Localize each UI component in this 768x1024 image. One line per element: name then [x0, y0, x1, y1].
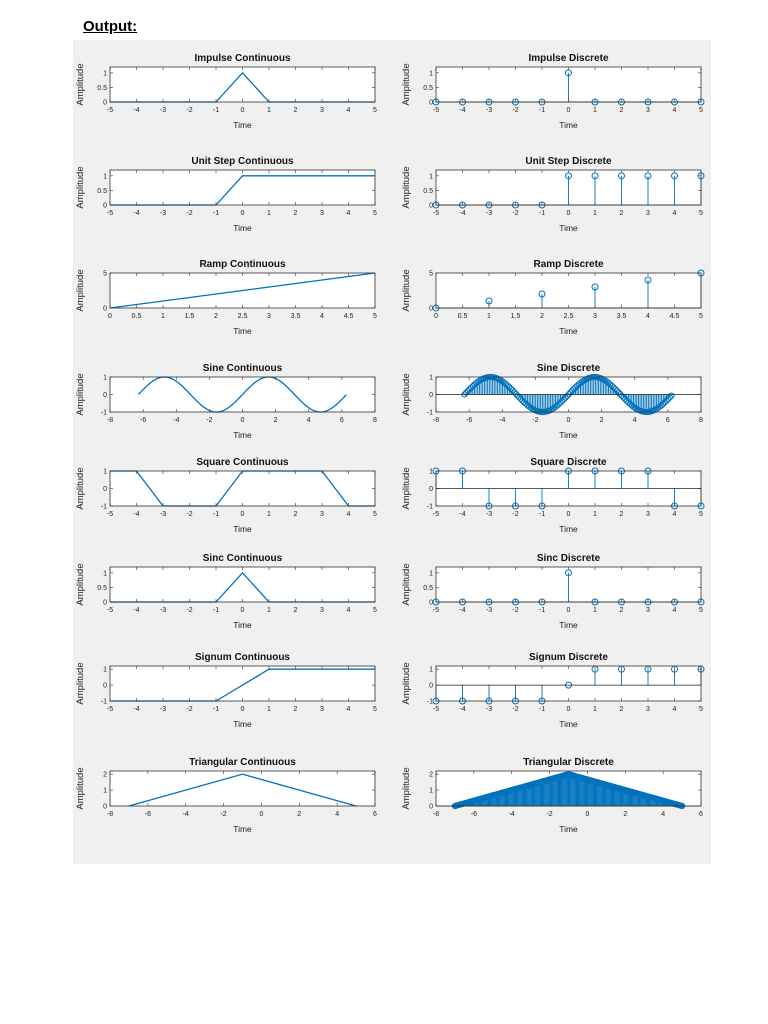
x-tick-label: -1 — [538, 706, 546, 713]
x-tick-label: -1 — [538, 607, 546, 614]
y-axis-label: Amplitude — [401, 269, 412, 312]
x-tick-label: -2 — [186, 210, 193, 217]
x-tick-label: -3 — [485, 607, 493, 614]
x-tick-label: 3 — [267, 313, 271, 320]
x-axis-label: Time — [559, 620, 578, 630]
x-tick-label: 1 — [487, 313, 491, 320]
x-tick-label: 4 — [320, 313, 324, 320]
y-tick-label: 1 — [103, 173, 107, 181]
unit-step-discrete — [401, 156, 704, 233]
x-axis-label: Time — [559, 719, 578, 729]
x-tick-label: 0 — [259, 811, 264, 818]
x-tick-label: -2 — [186, 107, 193, 114]
x-tick-label: 2 — [293, 107, 298, 114]
chart-title: Ramp Continuous — [199, 259, 286, 270]
x-tick-label: 0 — [240, 417, 245, 424]
x-tick-label: -4 — [133, 210, 140, 217]
x-tick-label: 0 — [434, 313, 438, 320]
x-tick-label: 1 — [267, 511, 271, 518]
x-tick-label: -6 — [144, 811, 151, 818]
x-tick-label: 2.5 — [563, 313, 574, 320]
impulse-continuous — [75, 53, 377, 130]
y-tick-label: 1 — [103, 374, 107, 382]
x-tick-label: 3 — [646, 706, 650, 713]
y-tick-label: 0.5 — [97, 84, 107, 92]
y-axis-label: Amplitude — [75, 563, 86, 606]
y-tick-label: 0.5 — [423, 84, 433, 92]
x-tick-label: 4 — [672, 706, 677, 713]
x-tick-label: 0 — [240, 210, 245, 217]
x-tick-label: 1 — [267, 607, 271, 614]
x-tick-label: 6 — [665, 417, 670, 424]
x-tick-label: 0 — [240, 107, 245, 114]
x-tick-label: -2 — [546, 811, 553, 818]
x-tick-label: -5 — [106, 607, 114, 614]
x-tick-label: 4 — [346, 511, 351, 518]
y-tick-label: 0.5 — [97, 187, 107, 195]
x-tick-label: 1 — [593, 706, 597, 713]
x-tick-label: -4 — [459, 706, 466, 713]
x-tick-label: 1 — [267, 706, 271, 713]
x-tick-label: -4 — [133, 107, 140, 114]
x-tick-label: -2 — [186, 607, 193, 614]
y-tick-label: 1 — [429, 787, 433, 795]
x-tick-label: 4 — [632, 417, 637, 424]
x-tick-label: -1 — [538, 107, 546, 114]
x-tick-label: -3 — [485, 107, 493, 114]
x-tick-label: 4 — [335, 811, 340, 818]
x-tick-label: -6 — [470, 811, 477, 818]
y-tick-label: -1 — [100, 503, 107, 511]
x-tick-label: -5 — [106, 107, 114, 114]
figure-canvas — [73, 40, 711, 864]
x-tick-label: -6 — [466, 417, 473, 424]
x-tick-label: 4 — [672, 107, 677, 114]
x-tick-label: 4 — [346, 210, 351, 217]
x-tick-label: 5 — [699, 511, 703, 518]
x-tick-label: -2 — [512, 107, 519, 114]
ramp-discrete — [401, 259, 704, 336]
x-tick-label: -1 — [212, 607, 220, 614]
x-tick-label: 2 — [293, 511, 298, 518]
x-axis-label: Time — [559, 824, 578, 834]
x-tick-label: 5 — [373, 107, 377, 114]
x-tick-label: 3.5 — [616, 313, 627, 320]
x-tick-label: 1.5 — [510, 313, 521, 320]
page-heading: Output: — [83, 18, 138, 35]
x-tick-label: 1 — [267, 210, 271, 217]
x-tick-label: 3 — [320, 511, 324, 518]
x-tick-label: -5 — [106, 511, 114, 518]
y-tick-label: 0 — [429, 803, 433, 811]
y-tick-label: -1 — [426, 409, 433, 417]
x-tick-label: 0 — [566, 511, 571, 518]
x-tick-label: 2 — [214, 313, 218, 320]
x-tick-label: 5 — [373, 607, 377, 614]
figure-panel — [73, 40, 711, 864]
x-tick-label: 8 — [699, 417, 703, 424]
x-tick-label: -4 — [508, 811, 515, 818]
x-tick-label: 5 — [373, 210, 377, 217]
x-tick-label: -3 — [159, 706, 167, 713]
x-tick-label: 4.5 — [669, 313, 680, 320]
x-tick-label: 1 — [593, 210, 597, 217]
x-tick-label: 0.5 — [131, 313, 142, 320]
x-tick-label: 0 — [240, 511, 245, 518]
x-tick-label: 2 — [293, 607, 298, 614]
y-tick-label: 1 — [429, 374, 433, 382]
y-tick-label: -1 — [100, 409, 107, 417]
x-axis-label: Time — [233, 524, 252, 534]
x-tick-label: 3 — [593, 313, 597, 320]
x-tick-label: 2 — [293, 210, 298, 217]
sine-discrete — [401, 363, 703, 440]
x-tick-label: -8 — [432, 417, 440, 424]
y-tick-label: 2 — [429, 771, 433, 779]
x-tick-label: 5 — [699, 607, 703, 614]
triangular-continuous — [75, 757, 377, 834]
y-axis-label: Amplitude — [401, 63, 412, 106]
x-tick-label: -2 — [206, 417, 213, 424]
x-tick-label: -4 — [182, 811, 189, 818]
y-tick-label: 0.5 — [423, 584, 433, 592]
y-tick-label: 0 — [429, 392, 433, 399]
x-tick-label: 1 — [593, 107, 597, 114]
x-tick-label: 2 — [297, 811, 302, 818]
x-axis-label: Time — [233, 430, 252, 440]
x-tick-label: 3 — [646, 511, 650, 518]
x-tick-label: -5 — [432, 706, 440, 713]
sinc-continuous — [75, 553, 377, 630]
square-discrete — [401, 457, 704, 534]
x-tick-label: -2 — [512, 511, 519, 518]
x-tick-label: 3.5 — [290, 313, 301, 320]
chart-title: Sine Discrete — [536, 363, 601, 374]
x-tick-label: 8 — [373, 417, 377, 424]
y-axis-label: Amplitude — [75, 63, 86, 106]
x-tick-label: -1 — [212, 511, 220, 518]
x-tick-label: 0 — [108, 313, 112, 320]
y-axis-label: Amplitude — [75, 467, 86, 510]
y-tick-label: 0 — [103, 682, 107, 690]
y-axis-label: Amplitude — [75, 269, 86, 312]
x-tick-label: -4 — [173, 417, 180, 424]
x-tick-label: 6 — [373, 811, 377, 818]
chart-title: Signum Continuous — [195, 652, 290, 663]
triangular-discrete — [401, 757, 703, 834]
x-tick-label: -4 — [499, 417, 506, 424]
y-tick-label: 0 — [103, 599, 107, 607]
x-tick-label: 0 — [566, 417, 571, 424]
chart-title: Unit Step Discrete — [525, 156, 612, 167]
x-tick-label: -3 — [159, 107, 167, 114]
y-tick-label: 0 — [103, 803, 107, 811]
y-tick-label: 1 — [429, 173, 433, 181]
chart-title: Sinc Discrete — [536, 553, 601, 564]
chart-title: Triangular Continuous — [189, 757, 296, 768]
sine-continuous — [75, 363, 377, 440]
x-tick-label: -3 — [485, 210, 493, 217]
y-axis-label: Amplitude — [401, 373, 412, 416]
x-tick-label: 5 — [699, 706, 703, 713]
y-tick-label: 0.5 — [423, 187, 433, 195]
x-tick-label: -5 — [106, 210, 114, 217]
y-tick-label: 0 — [429, 486, 433, 493]
x-tick-label: 0 — [566, 107, 571, 114]
x-tick-label: 5 — [373, 511, 377, 518]
y-axis-label: Amplitude — [401, 767, 412, 810]
x-tick-label: -5 — [106, 706, 114, 713]
x-tick-label: 3 — [646, 107, 650, 114]
x-axis-label: Time — [559, 223, 578, 233]
axes-box — [436, 273, 701, 308]
y-axis-label: Amplitude — [75, 767, 86, 810]
x-tick-label: 4 — [346, 107, 351, 114]
x-tick-label: -2 — [512, 607, 519, 614]
axes-box — [110, 666, 375, 701]
y-tick-label: 1 — [103, 468, 107, 476]
x-tick-label: -3 — [485, 511, 493, 518]
x-tick-label: 1 — [593, 607, 597, 614]
x-tick-label: 2 — [619, 107, 624, 114]
x-tick-label: 6 — [339, 417, 344, 424]
ramp-continuous — [75, 259, 377, 336]
x-tick-label: 5 — [699, 313, 703, 320]
x-tick-label: 2 — [619, 706, 624, 713]
x-tick-label: 3 — [320, 607, 324, 614]
y-tick-label: -1 — [426, 503, 433, 511]
signum-discrete — [401, 652, 704, 729]
square-continuous — [75, 457, 377, 534]
x-tick-label: -6 — [140, 417, 147, 424]
x-tick-label: -2 — [186, 706, 193, 713]
y-tick-label: 1 — [429, 666, 433, 674]
x-tick-label: 5 — [699, 107, 703, 114]
x-axis-label: Time — [559, 524, 578, 534]
x-tick-label: 0 — [240, 706, 245, 713]
x-tick-label: -4 — [459, 511, 466, 518]
x-tick-label: -4 — [459, 607, 466, 614]
axes-box — [436, 666, 701, 701]
x-tick-label: 3 — [646, 210, 650, 217]
chart-title: Sinc Continuous — [202, 553, 283, 564]
x-tick-label: -5 — [432, 607, 440, 614]
chart-title: Impulse Continuous — [194, 53, 291, 64]
y-axis-label: Amplitude — [401, 166, 412, 209]
y-tick-label: -1 — [426, 698, 433, 706]
chart-title: Square Discrete — [530, 457, 607, 468]
x-tick-label: 2 — [599, 417, 604, 424]
sinc-discrete — [401, 553, 704, 630]
x-tick-label: 4 — [346, 706, 351, 713]
y-tick-label: 0 — [429, 682, 433, 690]
x-tick-label: 0.5 — [457, 313, 468, 320]
x-tick-label: 1 — [161, 313, 165, 320]
x-axis-label: Time — [233, 223, 252, 233]
x-tick-label: 3 — [646, 607, 650, 614]
y-tick-label: 0 — [429, 599, 433, 607]
x-tick-label: -8 — [432, 811, 440, 818]
x-tick-label: -2 — [220, 811, 227, 818]
signum-continuous — [75, 652, 377, 729]
x-tick-label: 5 — [373, 706, 377, 713]
chart-title: Sine Continuous — [202, 363, 283, 374]
x-tick-label: -4 — [459, 210, 466, 217]
x-axis-label: Time — [233, 719, 252, 729]
x-tick-label: 0 — [585, 811, 590, 818]
chart-title: Square Continuous — [196, 457, 289, 468]
y-tick-label: 1 — [429, 570, 433, 578]
x-tick-label: -1 — [212, 210, 220, 217]
x-tick-label: -5 — [432, 511, 440, 518]
x-tick-label: -4 — [133, 511, 140, 518]
y-tick-label: 1 — [429, 468, 433, 476]
x-tick-label: 0 — [240, 607, 245, 614]
x-tick-label: 4 — [672, 210, 677, 217]
x-tick-label: 2 — [619, 210, 624, 217]
x-tick-label: 5 — [699, 210, 703, 217]
x-tick-label: 0 — [566, 210, 571, 217]
x-tick-label: 5 — [373, 313, 377, 320]
y-axis-label: Amplitude — [401, 563, 412, 606]
chart-title: Ramp Discrete — [533, 259, 604, 270]
y-tick-label: 5 — [103, 270, 107, 278]
x-tick-label: -4 — [133, 706, 140, 713]
y-tick-label: 0.5 — [97, 584, 107, 592]
x-axis-label: Time — [233, 620, 252, 630]
chart-title: Unit Step Continuous — [191, 156, 294, 167]
x-tick-label: -8 — [106, 417, 114, 424]
x-axis-label: Time — [233, 326, 252, 336]
x-tick-label: 1 — [267, 107, 271, 114]
x-tick-label: 6 — [699, 811, 703, 818]
chart-title: Triangular Discrete — [523, 757, 614, 768]
x-tick-label: 3 — [320, 210, 324, 217]
impulse-discrete — [401, 53, 704, 130]
y-axis-label: Amplitude — [401, 662, 412, 705]
y-axis-label: Amplitude — [75, 373, 86, 416]
y-tick-label: 5 — [429, 270, 433, 278]
y-tick-label: 0 — [103, 486, 107, 493]
x-tick-label: -3 — [159, 210, 167, 217]
x-tick-label: -1 — [538, 511, 546, 518]
unit-step-continuous — [75, 156, 377, 233]
x-tick-label: -2 — [512, 706, 519, 713]
x-tick-label: 4 — [306, 417, 311, 424]
x-tick-label: 2 — [293, 706, 298, 713]
x-tick-label: 2 — [273, 417, 278, 424]
y-tick-label: 0 — [103, 392, 107, 399]
x-tick-label: -1 — [212, 706, 220, 713]
x-tick-label: -4 — [133, 607, 140, 614]
x-tick-label: 4 — [646, 313, 650, 320]
y-tick-label: 1 — [103, 570, 107, 578]
y-tick-label: 2 — [103, 771, 107, 779]
y-tick-label: 0 — [429, 305, 433, 313]
x-axis-label: Time — [233, 824, 252, 834]
x-tick-label: -5 — [432, 210, 440, 217]
y-tick-label: 0 — [103, 305, 107, 313]
x-tick-label: 2.5 — [237, 313, 248, 320]
y-tick-label: 1 — [103, 787, 107, 795]
chart-title: Signum Discrete — [529, 652, 608, 663]
y-axis-label: Amplitude — [75, 166, 86, 209]
x-tick-label: 4.5 — [343, 313, 354, 320]
y-tick-label: 0 — [429, 202, 433, 210]
x-tick-label: -4 — [459, 107, 466, 114]
x-tick-label: -3 — [159, 607, 167, 614]
x-tick-label: -1 — [212, 107, 220, 114]
x-tick-label: -2 — [532, 417, 539, 424]
x-axis-label: Time — [559, 430, 578, 440]
x-tick-label: 4 — [661, 811, 666, 818]
x-tick-label: 2 — [623, 811, 628, 818]
x-tick-label: 3 — [320, 107, 324, 114]
x-tick-label: 1 — [593, 511, 597, 518]
x-tick-label: 2 — [619, 607, 624, 614]
y-tick-label: 1 — [103, 70, 107, 78]
x-tick-label: 1.5 — [184, 313, 195, 320]
y-axis-label: Amplitude — [401, 467, 412, 510]
x-tick-label: 2 — [540, 313, 544, 320]
x-tick-label: 4 — [346, 607, 351, 614]
x-tick-label: 3 — [320, 706, 324, 713]
y-tick-label: 0 — [103, 99, 107, 107]
x-axis-label: Time — [233, 120, 252, 130]
x-tick-label: -3 — [485, 706, 493, 713]
x-axis-label: Time — [559, 326, 578, 336]
y-tick-label: -1 — [100, 698, 107, 706]
x-tick-label: -2 — [186, 511, 193, 518]
y-tick-label: 0 — [103, 202, 107, 210]
x-tick-label: 2 — [619, 511, 624, 518]
x-tick-label: -5 — [432, 107, 440, 114]
y-axis-label: Amplitude — [75, 662, 86, 705]
x-tick-label: 4 — [672, 511, 677, 518]
x-tick-label: -2 — [512, 210, 519, 217]
y-tick-label: 0 — [429, 99, 433, 107]
x-tick-label: 0 — [566, 607, 571, 614]
x-tick-label: 4 — [672, 607, 677, 614]
y-tick-label: 1 — [103, 666, 107, 674]
chart-title: Impulse Discrete — [528, 53, 609, 64]
x-tick-label: 0 — [566, 706, 571, 713]
x-tick-label: -8 — [106, 811, 114, 818]
x-tick-label: -3 — [159, 511, 167, 518]
y-tick-label: 1 — [429, 70, 433, 78]
x-tick-label: -1 — [538, 210, 546, 217]
x-axis-label: Time — [559, 120, 578, 130]
